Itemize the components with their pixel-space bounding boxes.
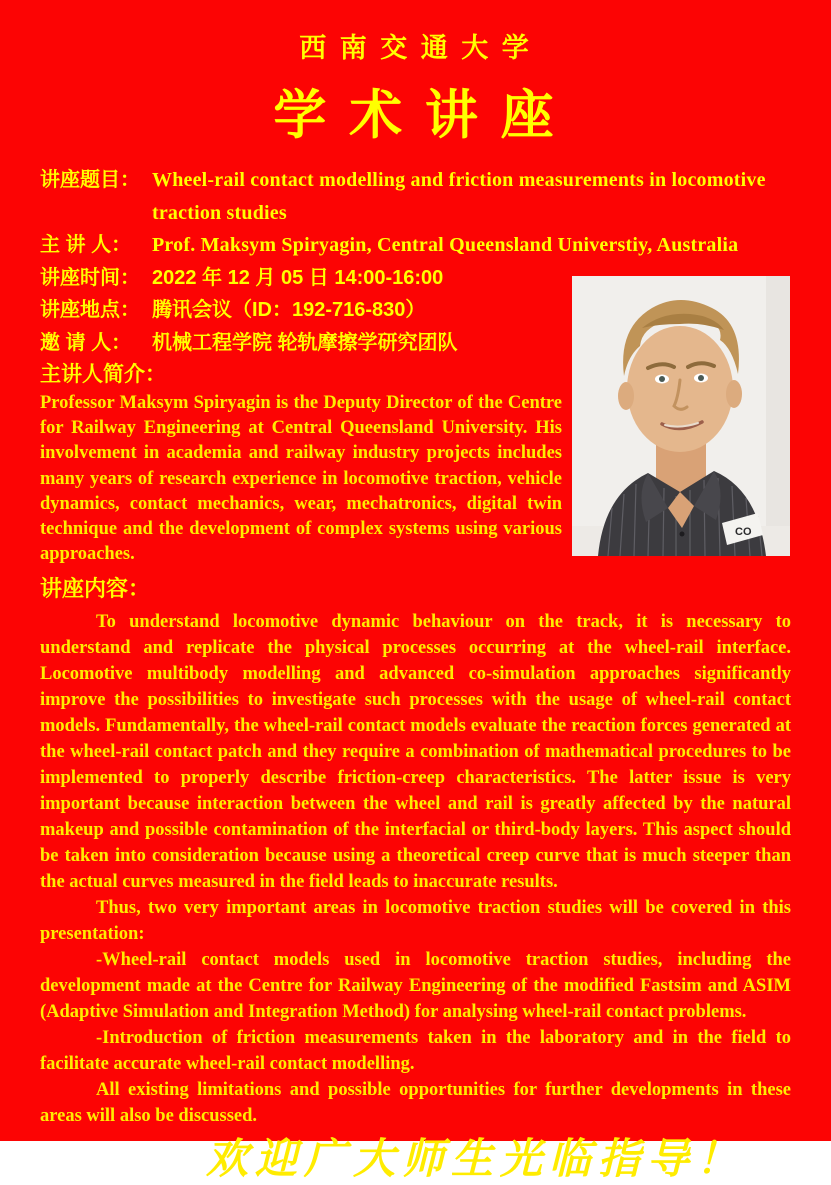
info-value-venue: 腾讯会议（ID：192-716-830） — [152, 299, 426, 321]
info-label-topic: 讲座题目： — [40, 169, 140, 191]
info-value-topic: Wheel-rail contact modelling and friction measurements in locomotive traction studies — [152, 169, 766, 224]
info-value-time: 2022 年 12 月 05 日 14:00-16:00 — [152, 266, 444, 289]
speaker-portrait-image — [572, 276, 790, 556]
info-row-topic — [40, 164, 791, 229]
content-paragraph-5: All existing limitations and possible opportunities for further developments in these areas will also be discussed. — [40, 1080, 791, 1127]
info-label-speaker: 主 讲 人： — [40, 234, 132, 256]
content-paragraph-2: Thus, two very important areas in locomotive traction studies will be covered in this presentation: — [40, 898, 791, 945]
speaker-bio-heading: 主讲人简介： — [40, 363, 166, 386]
poster-title: 学 术 讲 座 — [273, 86, 558, 145]
content-paragraph-1: To understand locomotive dynamic behaviour on the track, it is necessary to understand and replicate the physical processes occurring at the wheel-rail interface. Locomotive multibody modelling and advanced co-simulation approaches significantly improve the possibilities to investigate such processes with the usage of wheel-rail contact models. Fundamentally, the wheel-rail contact models evaluate the reaction forces generated at the wheel-rail contact patch and they require a combination of mathematical procedures to be implemented to properly describe friction-creep characteristics. The latter issue is very important because interaction between the wheel and rail is greatly affected by the natural makeup and possible contamination of the interfacial or third-body layers. This aspect should be taken into consideration because using a theoretical creep curve that is much steeper than the actual curves measured in the field leads to inaccurate results. — [40, 612, 791, 893]
lecture-content — [0, 609, 831, 1129]
content-paragraph-3: -Wheel-rail contact models used in locomotive traction studies, including the development made at the Centre for Railway Engineering of the modified Fastsim and ASIM (Adaptive Simulation and Integration Method) for analysing wheel-rail contact problems. — [40, 950, 791, 1023]
info-label-inviter: 邀 请 人： — [40, 331, 132, 354]
welcome-slogan: 欢迎广大师生光临指导！ — [205, 1137, 745, 1184]
info-label-time: 讲座时间： — [40, 266, 140, 289]
shirt-logo-text: CO — [735, 526, 752, 538]
content-paragraph-4: -Introduction of friction measurements taken in the laboratory and in the field to facilitate accurate wheel-rail contact modelling. — [40, 1028, 791, 1075]
university-name: 西 南 交 通 大 学 — [299, 33, 532, 63]
info-value-speaker: Prof. Maksym Spiryagin, Central Queensland Universtiy, Australia — [152, 234, 739, 256]
info-row-speaker — [40, 229, 791, 262]
speaker-bio: Professor Maksym Spiryagin is the Deputy Director of the Centre for Railway Engineering at Central Queensland University. His involvement in academia and railway industry projects includes many years of research experience in locomotive traction, vehicle dynamics, contact mechanics, wear, mechatronics, digital twin technique and the development of complex systems using various approaches. — [40, 393, 562, 565]
info-value-inviter: 机械工程学院 轮轨摩擦学研究团队 — [152, 331, 458, 354]
lecture-content-heading: 讲座内容： — [40, 576, 151, 602]
speaker-photo — [572, 276, 790, 556]
info-label-venue: 讲座地点： — [40, 299, 140, 321]
